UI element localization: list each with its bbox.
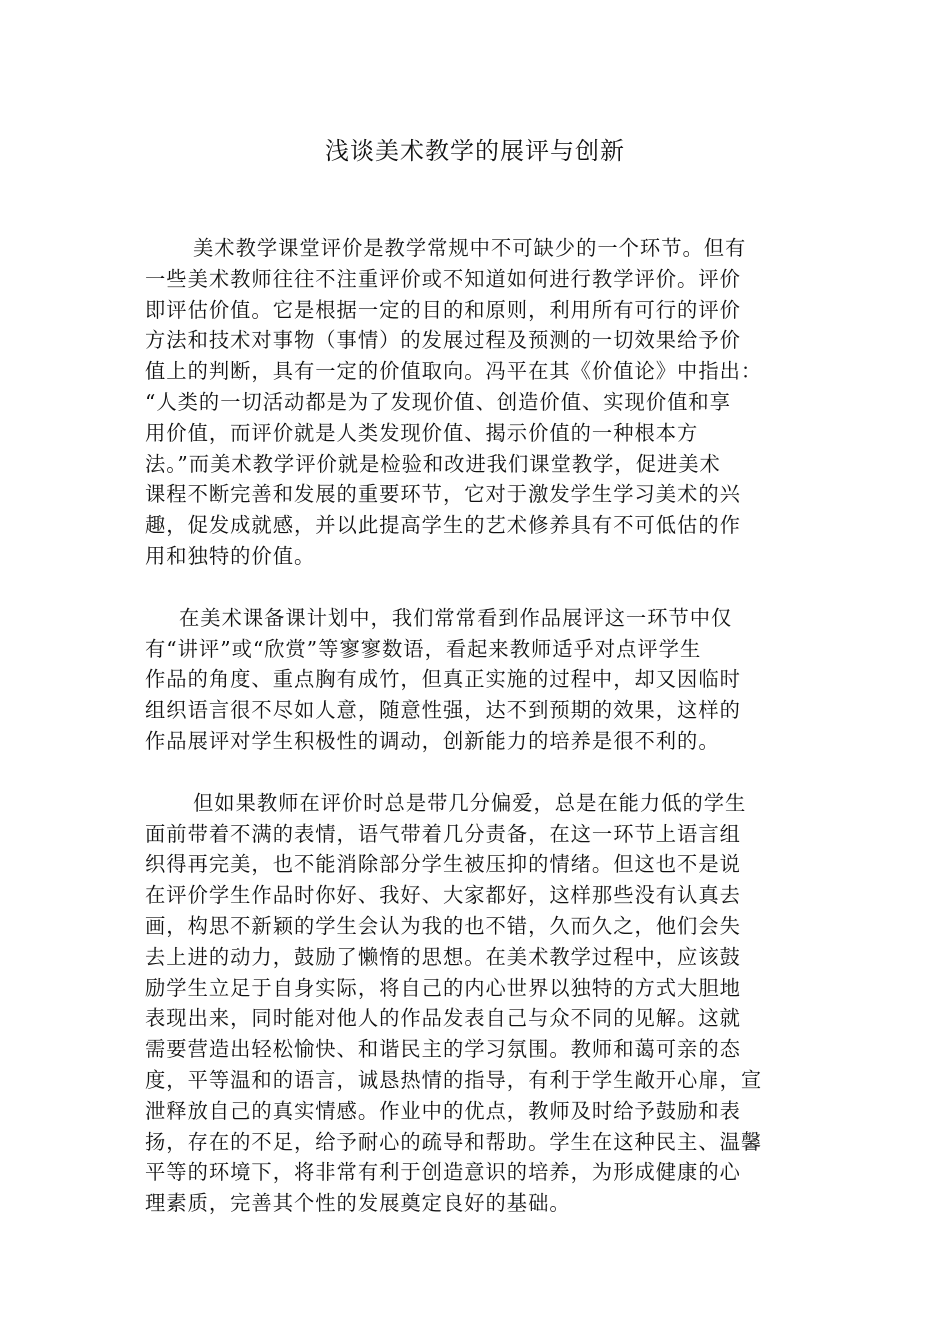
paragraph-line: 用价值，而评价就是人类发现价值、揭示价值的一种根本方 bbox=[145, 420, 699, 445]
paragraph-line: 泄释放自己的真实情感。作业中的优点，教师及时给予鼓励和表 bbox=[145, 1098, 741, 1123]
paragraph-line: 趣，促发成就感，并以此提高学生的艺术修养具有不可低估的作 bbox=[145, 513, 741, 538]
paragraph-teacher-attitude bbox=[145, 788, 807, 1219]
document-body bbox=[145, 233, 807, 1219]
paragraph-line: 平等的环境下，将非常有利于创造意识的培养，为形成健康的心 bbox=[145, 1160, 741, 1185]
paragraph-line: 表现出来，同时能对他人的作品发表自己与众不同的见解。这就 bbox=[145, 1006, 741, 1031]
paragraph-line: 织得再完美，也不能消除部分学生被压抑的情绪。但这也不是说 bbox=[145, 852, 741, 877]
paragraph-line: 在评价学生作品时你好、我好、大家都好，这样那些没有认真去 bbox=[145, 883, 741, 908]
paragraph-line: 一些美术教师往往不注重评价或不知道如何进行教学评价。评价 bbox=[145, 266, 741, 291]
paragraph-line: 扬，存在的不足，给予耐心的疏导和帮助。学生在这种民主、温馨 bbox=[145, 1129, 763, 1154]
paragraph-line: 画，构思不新颖的学生会认为我的也不错，久而久之，他们会失 bbox=[145, 913, 741, 938]
paragraph-line: 但如果教师在评价时总是带几分偏爱，总是在能力低的学生 bbox=[193, 790, 747, 815]
paragraph-line: 方法和技术对事物（事情）的发展过程及预测的一切效果给予价 bbox=[145, 328, 741, 353]
paragraph-line: 励学生立足于自身实际，将自己的内心世界以独特的方式大胆地 bbox=[145, 975, 741, 1000]
paragraph-line: 需要营造出轻松愉快、和谐民主的学习氛围。教师和蔼可亲的态 bbox=[145, 1037, 741, 1062]
paragraph-line: 值上的判断，具有一定的价值取向。冯平在其《价值论》中指出： bbox=[145, 359, 763, 384]
paragraph-lesson-planning bbox=[145, 603, 807, 757]
paragraph-line: 有“讲评”或“欣赏”等寥寥数语，看起来教师适乎对点评学生 bbox=[145, 636, 702, 661]
paragraph-line: 课程不断完善和发展的重要环节，它对于激发学生学习美术的兴 bbox=[145, 482, 741, 507]
paragraph-line: 度，平等温和的语言，诚恳热情的指导，有利于学生敞开心扉，宣 bbox=[145, 1067, 763, 1092]
paragraph-line: 去上进的动力，鼓励了懒惰的思想。在美术教学过程中，应该鼓 bbox=[145, 944, 741, 969]
paragraph-line: “人类的一切活动都是为了发现价值、创造价值、实现价值和享 bbox=[145, 389, 731, 414]
paragraph-line: 作品的角度、重点胸有成竹，但真正实施的过程中，却又因临时 bbox=[145, 667, 741, 692]
paragraph-line: 美术教学课堂评价是教学常规中不可缺少的一个环节。但有 bbox=[193, 236, 747, 260]
paragraph-line: 作品展评对学生积极性的调动，创新能力的培养是很不利的。 bbox=[145, 728, 720, 753]
paragraph-line: 组织语言很不尽如人意，随意性强，达不到预期的效果，这样的 bbox=[145, 698, 741, 723]
paragraph-line: 理素质，完善其个性的发展奠定良好的基础。 bbox=[145, 1191, 571, 1216]
document-title: 浅谈美术教学的展评与创新 bbox=[325, 137, 625, 165]
paragraph-line: 法。”而美术教学评价就是检验和改进我们课堂教学，促进美术 bbox=[145, 451, 721, 476]
paragraph-line: 在美术课备课计划中，我们常常看到作品展评这一环节中仅 bbox=[179, 605, 733, 630]
paragraph-line: 面前带着不满的表情，语气带着几分责备，在这一环节上语言组 bbox=[145, 821, 741, 846]
paragraph-line: 即评估价值。它是根据一定的目的和原则，利用所有可行的评价 bbox=[145, 297, 741, 322]
paragraph-evaluation-importance bbox=[145, 233, 807, 572]
paragraph-line: 用和独特的价值。 bbox=[145, 543, 316, 568]
